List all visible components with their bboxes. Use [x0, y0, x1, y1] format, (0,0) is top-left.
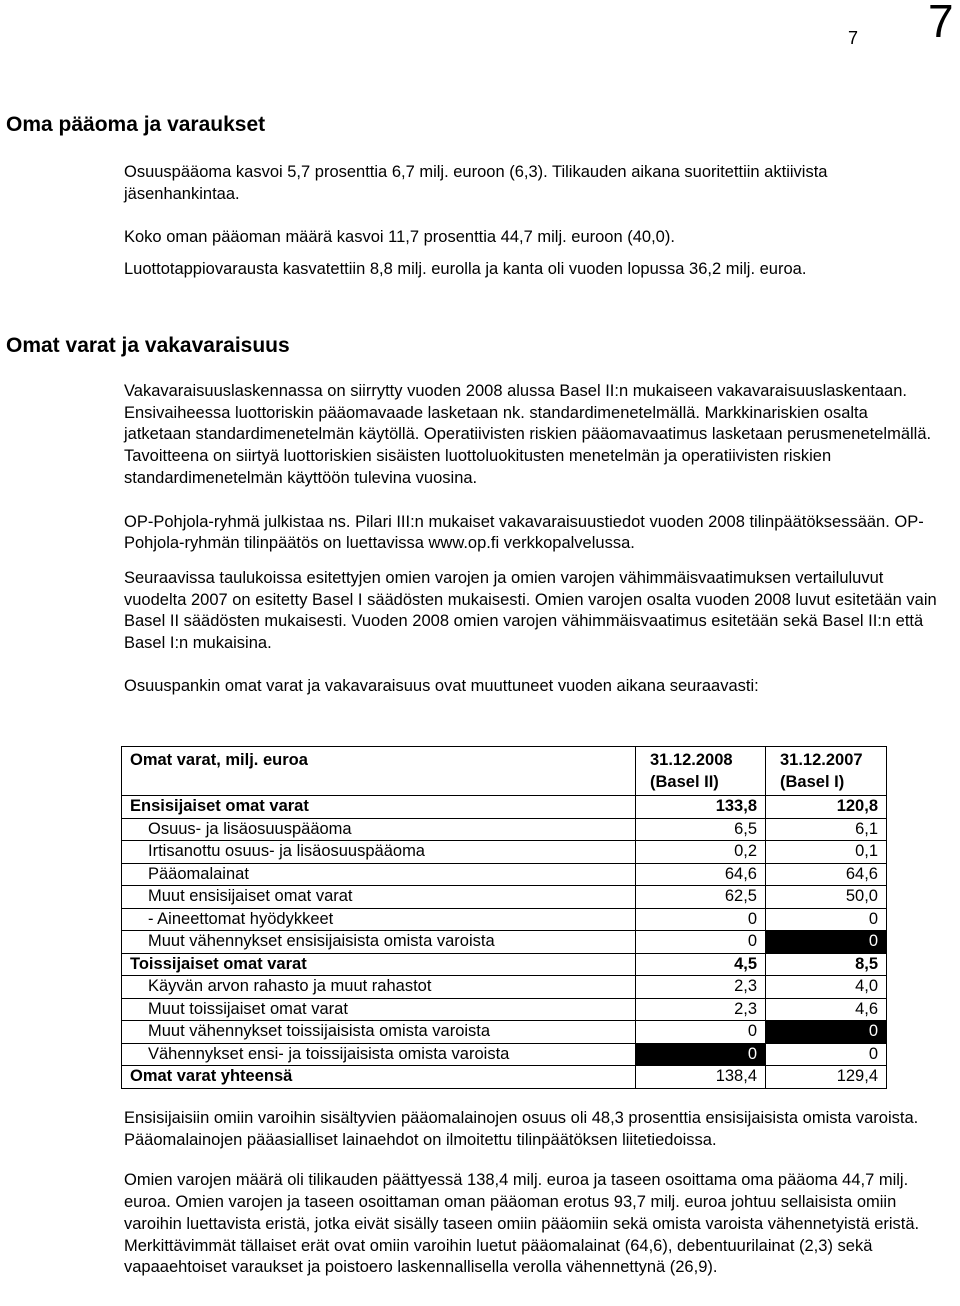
- section-title-capital-adequacy: Omat varat ja vakavaraisuus: [6, 334, 290, 357]
- table-row: Muut toissijaiset omat varat 2,3 4,6: [122, 998, 887, 1021]
- paragraph: Koko oman pääoman määrä kasvoi 11,7 prosenttia 44,7 milj. euroon (40,0).: [124, 228, 675, 247]
- paragraph: Seuraavissa taulukoissa esitettyjen omien varojen ja omien varojen vähimmäisvaatimuksen vertailuluvut vuodelta 2007 on esitetty Basel I säädösten mukaisesti. Omien varojen osalta vuoden 2008 luvut esitetään vain Basel II säädösten mukaisesti. Vuoden 2008 omien varojen vähimmäisvaatimus esitetään sekä Basel II:n että Basel I:n mukaisina.: [124, 568, 937, 653]
- equity-paragraphs: [124, 162, 939, 281]
- header-col-2008: 31.12.2008 (Basel II): [636, 747, 766, 796]
- own-funds-table: [121, 746, 887, 1089]
- page-number-small: 7: [848, 28, 859, 48]
- paragraph: Osuuspääoma kasvoi 5,7 prosenttia 6,7 milj. euroon (6,3). Tilikauden aikana suoritettiin aktiivista jäsenhankintaa.: [124, 163, 828, 203]
- paragraph: Vakavaraisuuslaskennassa on siirrytty vuoden 2008 alussa Basel II:n mukaiseen vakavaraisuuslaskentaan. Ensivaiheessa luottoriskin pääomavaade lasketaan nk. standardimenetelmällä. Markkinariskien osalta jatketaan standardimenetelmän käytöllä. Operatiivisten riskien pääomavaatimus lasketaan perusmenetelmällä. Tavoitteena on siirtyä luottoriskien sisäisten luottoluokitusten menetelmän ja operatiivisten riskien standardimenetelmän käyttöön tulevina vuosina.: [124, 382, 932, 487]
- page-number-large: 7: [928, 0, 954, 47]
- paragraph: Omien varojen määrä oli tilikauden päättyessä 138,4 milj. euroa ja taseen osoittama oma pääoma 44,7 milj. euroa. Omien varojen ja taseen osoittaman oman pääoman erotus 93,7 milj. euroa johtuu sellaisista omiin varoihin luettavista eristä, jotka eivät sisälly taseen omiin pääomiin sekä omista varoista vähennetyistä eristä. Merkittävimmät tällaiset erät ovat omiin varoihin luetut pääomalainat (64,6), debentuurilainat (2,3) sekä vapaaehtoiset varaukset ja poistoero laskennallisella verolla vähennettynä (26,9).: [124, 1171, 920, 1277]
- table-row: Pääomalainat 64,6 64,6: [122, 863, 887, 886]
- table-row: Muut vähennykset toissijaisista omista varoista 0 0: [122, 1021, 887, 1044]
- paragraph: Ensisijaisiin omiin varoihin sisältyvien pääomalainojen osuus oli 48,3 prosenttia ensisijaisista omista varoista. Pääomalainojen pääasialliset lainaehdot on ilmoitettu tilinpäätöksen liitetiedoissa.: [124, 1109, 919, 1149]
- table-row: Ensisijaiset omat varat 133,8 120,8: [122, 796, 887, 819]
- table-row: Irtisanottu osuus- ja lisäosuuspääoma 0,2 0,1: [122, 841, 887, 864]
- table-row: Toissijaiset omat varat 4,5 8,5: [122, 953, 887, 976]
- table-row: Vähennykset ensi- ja toissijaisista omista varoista 0 0: [122, 1043, 887, 1066]
- table-row: Käyvän arvon rahasto ja muut rahastot 2,3 4,0: [122, 976, 887, 999]
- section-title-equity: Oma pääoma ja varaukset: [6, 113, 266, 136]
- table-row: Omat varat yhteensä 138,4 129,4: [122, 1066, 887, 1089]
- table-row: - Aineettomat hyödykkeet 0 0: [122, 908, 887, 931]
- table-row: Muut vähennykset ensisijaisista omista varoista 0 0: [122, 931, 887, 954]
- paragraph: OP-Pohjola-ryhmä julkistaa ns. Pilari III:n mukaiset vakavaraisuustiedot vuoden 2008 tilinpäätöksessään. OP-Pohjola-ryhmän tilinpäätös on luettavissa www.op.fi verkkopalvelussa.: [124, 512, 924, 553]
- paragraph: Osuuspankin omat varat ja vakavaraisuus ovat muuttuneet vuoden aikana seuraavasti:: [124, 676, 759, 695]
- table-row: Muut ensisijaiset omat varat 62,5 50,0: [122, 886, 887, 909]
- capital-adequacy-paragraphs: [124, 381, 939, 697]
- table-row: Osuus- ja lisäosuuspääoma 6,5 6,1: [122, 818, 887, 841]
- paragraph: Luottotappiovarausta kasvatettiin 8,8 milj. eurolla ja kanta oli vuoden lopussa 36,2 milj. euroa.: [124, 260, 807, 279]
- table-header-row: [122, 747, 887, 796]
- closing-paragraphs: [124, 1108, 939, 1279]
- header-col-2007: 31.12.2007 (Basel I): [766, 747, 887, 796]
- header-label: Omat varat, milj. euroa: [122, 747, 636, 796]
